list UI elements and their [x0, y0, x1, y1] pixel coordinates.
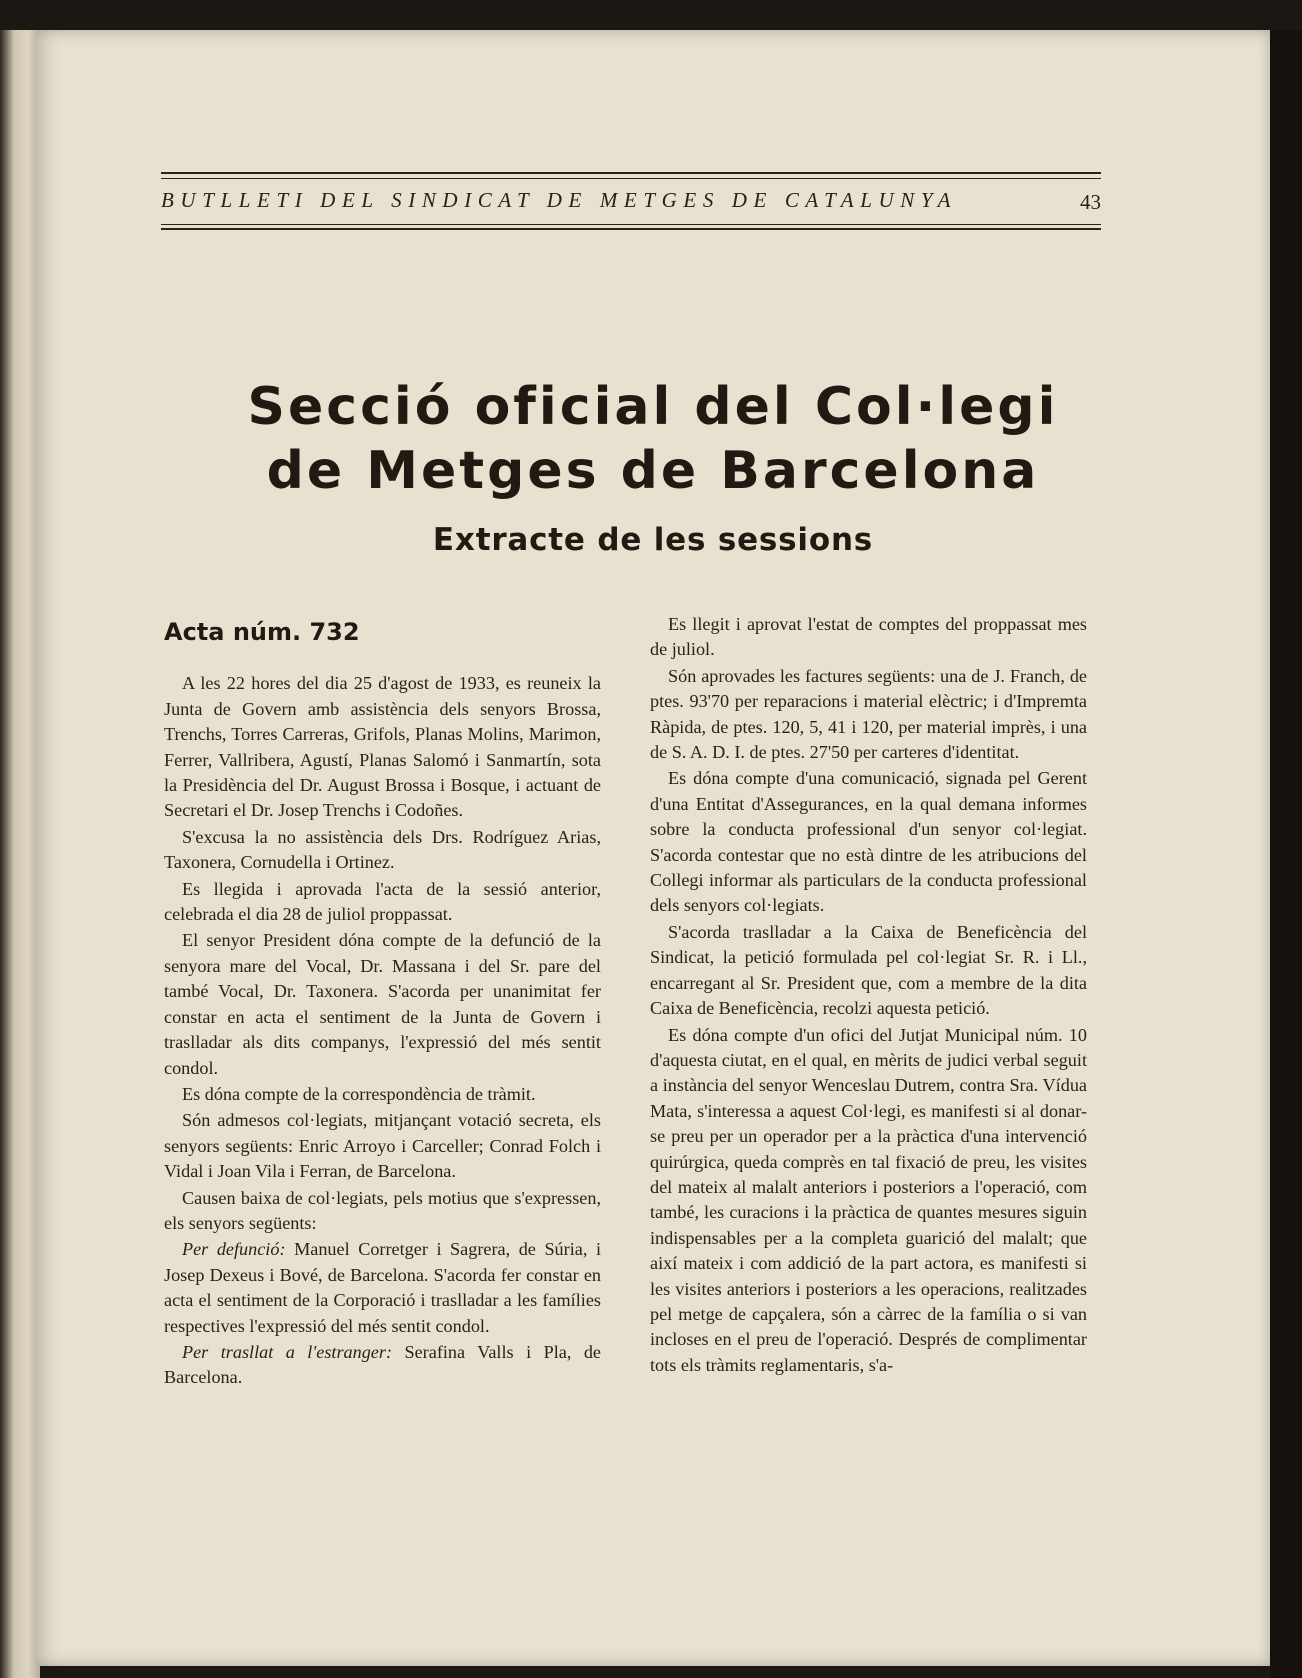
- paragraph-text: Serafina Valls i Pla, de Barcelona.: [164, 1341, 601, 1388]
- paragraph: Es dóna compte d'una comunicació, signada pel Gerent d'una Entitat d'Assegurances, en la qual demana informes sobre la conducta professional d'un senyor col·legiat. S'acorda contestar que no està dintre de les atribucions del Collegi informar als particulars de la conducta professional dels senyors col·legiats.: [650, 768, 1087, 916]
- paragraph: Es dóna compte de la correspondència de tràmit.: [182, 1083, 536, 1104]
- facing-page-edge: [0, 30, 40, 1678]
- header-rule: [161, 172, 1101, 174]
- paragraph: Es dóna compte d'un ofici del Jutjat Municipal núm. 10 d'aquesta ciutat, en el qual, en mèrits de judici verbal seguit a instància del senyor Wenceslau Dutrem, contra Sra. Vídua Mata, s'interessa a aquest Col·legi, es manifesti si al donar-se preu per un operador per a la pràctica d'una intervenció quirúrgica, queda comprès en tal fixació de preu, les visites del mateix al malalt anteriors i posteriors a l'operació, com també, les curacions i la pràctica de quantes mesures siguin indispensables per a la completa guarició del malalt; que així mateix i com addició de la part actora, es manifesti si les visites anteriors i posteriors a les operacions, realitzades pel metge de capçalera, són a càrrec de la família o si van incloses en el preu de l'operació. Després de complimentar tots els tràmits reglamentaris, s'a-: [650, 1024, 1087, 1375]
- paragraph: S'excusa la no assistència dels Drs. Rodríguez Arias, Taxonera, Cornudella i Ortinez.: [164, 826, 601, 873]
- journal-title: BUTLLETI DEL SINDICAT DE METGES DE CATALUNYA: [161, 188, 958, 212]
- paragraph: S'acorda traslladar a la Caixa de Beneficència del Sindicat, la petició formulada pel col·legiat Sr. R. i Ll., encarregant al Sr. President que, com a membre de la dita Caixa de Beneficència, recolzi aquesta petició.: [650, 921, 1087, 1019]
- paragraph: Es llegida i aprovada l'acta de la sessió anterior, celebrada el dia 28 de juliol proppassat.: [164, 878, 601, 925]
- paragraph: Causen baixa de col·legiats, pels motius que s'expressen, els senyors següents:: [164, 1187, 601, 1233]
- paragraph-lead: Per trasllat a l'estranger:: [182, 1341, 393, 1362]
- section-title: [36, 375, 1270, 503]
- acta-heading: Acta núm. 732: [164, 618, 360, 646]
- section-title-line-1: Secció oficial del Col·legi: [247, 377, 1059, 437]
- header-rule: [161, 228, 1101, 230]
- paragraph-defuncio: [164, 1237, 601, 1339]
- paragraph-trasllat: [164, 1340, 601, 1391]
- section-title-line-2: de Metges de Barcelona: [266, 441, 1040, 501]
- running-header: [161, 140, 1101, 220]
- paragraph: El senyor President dóna compte de la defunció de la senyora mare del Vocal, Dr. Massana i del Sr. pare del també Vocal, Dr. Taxonera. S'acorda per unanimitat fer constar en acta el sentiment de la Junta de Govern i traslladar als dits companys, l'expressió del més sentit condol.: [164, 930, 601, 1078]
- paragraph: Es llegit i aprovat l'estat de comptes del proppassat mes de juliol.: [650, 614, 1087, 660]
- paragraph: A les 22 hores del dia 25 d'agost de 1933, es reuneix la Junta de Govern amb assistència dels senyors Brossa, Trenchs, Torres Carreras, Grifols, Planas Molins, Marimon, Ferrer, Vallribera, Agustí, Planas Salomó i Sanmartín, sota la Presidència del Dr. August Brossa i Bosque, i actuant de Secretari el Dr. Josep Trenchs i Codoñes.: [164, 673, 601, 821]
- paragraph: Són aprovades les factures següents: una de J. Franch, de ptes. 93'70 per reparacions i material elèctric; i d'Impremta Ràpida, de ptes. 120, 5, 41 i 120, per material imprès, i una de S. A. D. I. de ptes. 27'50 per carteres d'identitat.: [650, 665, 1087, 763]
- paragraph: Són admesos col·legiats, mitjançant votació secreta, els senyors següents: Enric Arroyo i Carceller; Conrad Folch i Vidal i Joan Vila i Ferran, de Barcelona.: [164, 1110, 601, 1182]
- right-column: [650, 612, 1087, 1379]
- header-rule: [161, 224, 1101, 225]
- section-subtitle: Extracte de les sessions: [432, 522, 874, 558]
- paragraph-lead: Per defunció:: [182, 1239, 286, 1260]
- left-column: [164, 612, 601, 1392]
- paragraph-text: Manuel Corretger i Sagrera, de Súria, i Josep Dexeus i Bové, de Barcelona. S'acorda fer constar en acta el sentiment de la Corporació i traslladar a les famílies respectives l'expressió del més sentit condol.: [164, 1239, 601, 1336]
- page-number: 43: [1080, 190, 1101, 214]
- document-page: [36, 30, 1270, 1666]
- page-edge-shadow: [1270, 30, 1302, 1678]
- header-rule: [161, 178, 1101, 179]
